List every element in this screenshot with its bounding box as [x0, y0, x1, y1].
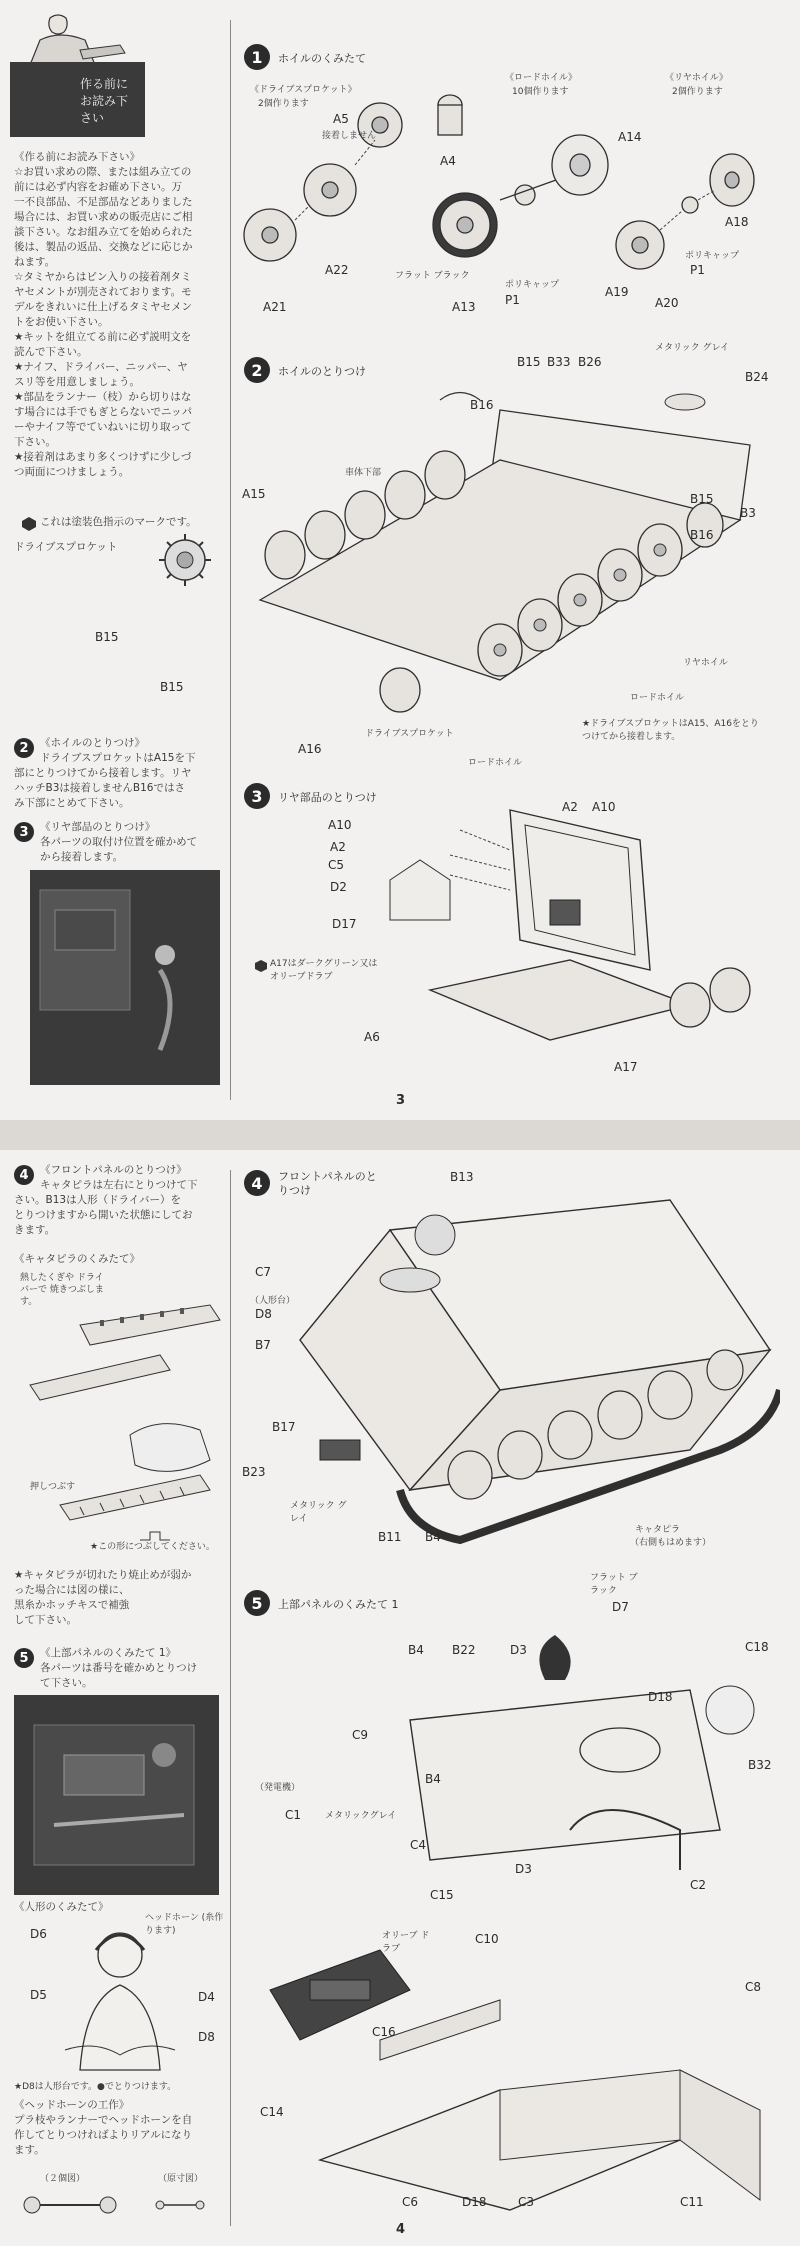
label-a5-note: 接着しません — [322, 131, 377, 141]
intro-text-6: ねます。 — [14, 256, 56, 268]
intro-text-2: 一不良部品、不足部品などありました — [14, 196, 193, 208]
intro-text-16: す場合には手でもぎとらないでニッパ — [14, 406, 193, 418]
column-divider-2 — [230, 1170, 231, 2226]
label-a10-top: A10 — [592, 800, 616, 814]
intro-text-19: ★接着剤はあまり多くつけずに少しづ — [14, 451, 192, 463]
step3-color-note: A17はダークグリーン又はオリーブドラブ — [270, 959, 378, 982]
intro-text-13: ★ナイフ、ドライバー、ニッパー、ヤ — [14, 361, 188, 373]
step5-diagram-badge: 5 — [244, 1590, 270, 1616]
track-assembly-diagram — [20, 1275, 225, 1575]
label-c10: C10 — [475, 1932, 499, 1946]
intro-text-9: デルをきれいに仕上げるタミヤセメン — [14, 301, 192, 313]
label-p1-a: P1 — [505, 293, 520, 307]
label-b16-right: B16 — [690, 528, 714, 542]
step2-text-3: み下部にとめて下さい。 — [14, 797, 130, 809]
step5-text-1: て下さい。 — [40, 1677, 93, 1689]
label-b3: B3 — [740, 506, 756, 520]
label-olive-drab: オリーブ ドラブ — [382, 1931, 430, 1954]
label-b32: B32 — [748, 1758, 772, 1772]
label-c4: C4 — [410, 1838, 427, 1852]
label-c11: C11 — [680, 2195, 704, 2209]
step5-number-badge-left: 5 — [14, 1648, 34, 1668]
label-a5: A5 — [333, 112, 349, 126]
step2-diagram-badge: 2 — [244, 357, 270, 383]
track-shape-note: ★この形につぶしてください。 — [90, 1542, 215, 1552]
figure-note: ★D8は人形台です。●でとりつけます。 — [14, 2082, 177, 2092]
seated-soldier-illustration — [10, 10, 145, 70]
label-d6: D6 — [30, 1927, 47, 1941]
step2-heading: 《ホイルのとりつけ》 — [40, 737, 145, 749]
paint-mark-icon-step3 — [255, 960, 267, 972]
track-heat-note: 熱したくぎや ドライバーで 焼きつぶします。 — [20, 1273, 104, 1307]
label-b11: B11 — [378, 1530, 402, 1544]
label-b23: B23 — [242, 1465, 266, 1479]
label-c18: C18 — [745, 1640, 769, 1654]
label-a6: A6 — [364, 1030, 380, 1044]
paint-mark-icon — [22, 517, 36, 531]
step4-text-3: きます。 — [14, 1224, 56, 1236]
label-a22: A22 — [325, 263, 349, 277]
label-p1-b: P1 — [690, 263, 705, 277]
notice-title: 作る前に お読み下さい — [80, 77, 129, 125]
label-b22: B22 — [452, 1643, 476, 1657]
label-c2: C2 — [690, 1878, 707, 1892]
label-roadwheel-note: 《ロードホイル》 — [505, 73, 578, 83]
label-d18b: D18 — [462, 2195, 487, 2209]
label-c5: C5 — [328, 858, 345, 872]
label-b15-right: B15 — [690, 492, 714, 506]
label-d18: D18 — [648, 1690, 673, 1704]
step2-title: ホイルのとりつけ — [278, 365, 366, 378]
headphone-sketch — [20, 2185, 220, 2225]
label-road-wheel: ロードホイル — [630, 693, 685, 703]
track-fix-text-0: ★キャタピラが切れたり焼止めが弱か — [14, 1569, 192, 1581]
label-b16: B16 — [470, 398, 494, 412]
step5-upper-panel-diagram — [250, 1600, 770, 2230]
step4-title: フロントパネルのとりつけ — [278, 1170, 377, 1197]
step3-diagram-badge: 3 — [244, 783, 270, 809]
instruction-page-3 — [0, 0, 800, 1120]
label-c9: C9 — [352, 1728, 369, 1742]
label-metallic-grey: メタリック グレイ — [655, 343, 730, 353]
step5-text-0: 各パーツは番号を確かめとりつけ — [40, 1662, 198, 1674]
label-a16: A16 — [298, 742, 322, 756]
intro-text-3: 場合には、お買い求めの販売店にご相 — [14, 211, 193, 223]
intro-text-18: 下さい。 — [14, 436, 56, 448]
label-c3: C3 — [518, 2195, 535, 2209]
label-b4-step5: B4 — [408, 1643, 424, 1657]
label-flat-black: フラット ブラック — [395, 271, 470, 281]
label-a20: A20 — [655, 296, 679, 310]
label-a18: A18 — [725, 215, 749, 229]
label-rearwheel-qty: 2個作ります — [672, 87, 723, 97]
label-d3b: D3 — [515, 1862, 532, 1876]
label-drive-sprocket: ドライブスプロケット — [365, 729, 454, 739]
step3-text-1: から接着します。 — [40, 851, 124, 863]
figure-assembly-diagram — [60, 1920, 180, 2080]
label-headphone: ヘッドホーン (糸作ります) — [145, 1913, 224, 1936]
track-press-note: 押しつぶす — [30, 1482, 76, 1492]
label-a13: A13 — [452, 300, 476, 314]
page-number-3: 3 — [396, 1093, 406, 1108]
label-a2: A2 — [330, 840, 346, 854]
label-metallic-grey-step4: メタリック グレイ — [290, 1501, 347, 1524]
label-generator: （発電機） — [255, 1783, 301, 1793]
read-first-section — [14, 150, 224, 480]
label-b4-step4: B4 — [425, 1530, 441, 1544]
intro-text-15: ★部品をランナー（枝）から切りはな — [14, 391, 192, 403]
track-fix-text-3: して下さい。 — [14, 1614, 77, 1626]
label-d8: D8 — [198, 2030, 215, 2044]
step3-instructions — [40, 820, 225, 850]
headphone-section — [14, 2098, 224, 2158]
read-first-notice — [10, 62, 145, 137]
label-b13: B13 — [450, 1170, 474, 1184]
label-a10: A10 — [328, 818, 352, 832]
label-b24: B24 — [745, 370, 769, 384]
label-c6: C6 — [402, 2195, 419, 2209]
step4-text-2: とりつけますから開いた状態にしてお — [14, 1209, 193, 1221]
step2-text-0: ドライブスプロケットはA15を下 — [40, 752, 196, 764]
label-b15-left-b: B15 — [160, 680, 184, 694]
intro-text-20: つ両面につけましょう。 — [14, 466, 130, 478]
label-b7: B7 — [255, 1338, 271, 1352]
label-a14: A14 — [618, 130, 642, 144]
label-b15-left-a: B15 — [95, 630, 119, 644]
label-b17: B17 — [272, 1420, 296, 1434]
label-track: キャタピラ — [635, 1525, 681, 1535]
label-c16: C16 — [372, 2025, 396, 2039]
label-d8-step4: D8 — [255, 1307, 272, 1321]
label-rear-wheel: リヤホイル — [683, 658, 728, 668]
track-heading: 《キャタピラのくみたて》 — [14, 1253, 140, 1265]
step4-text-0: キャタピラは左右にとりつけて下 — [40, 1179, 198, 1191]
label-sprocket-note: 《ドライブスプロケット》 — [250, 85, 357, 95]
track-fix-text-2: 黒糸かホッチキスで補強 — [14, 1599, 130, 1611]
intro-text-14: スリ等を用意しましょう。 — [14, 376, 140, 388]
label-d3: D3 — [510, 1643, 527, 1657]
step2-text-1: 部にとりつけてから接着します。リヤ — [14, 767, 192, 779]
label-c8: C8 — [745, 1980, 762, 1994]
intro-text-11: ★キットを組立てる前に必ず説明文を — [14, 331, 192, 343]
label-d2: D2 — [330, 880, 347, 894]
label-b4b: B4 — [425, 1772, 441, 1786]
label-d7: D7 — [612, 1600, 629, 1614]
track-fix-text-1: った場合には図の様に、 — [14, 1584, 130, 1596]
label-c7: C7 — [255, 1265, 272, 1279]
step2-note: ★ドライブスプロケットはA15、A16をとりつけてから接着します。 — [582, 719, 759, 742]
paint-mark-note: これは塗装色指示のマークです。 — [40, 516, 197, 528]
label-d5: D5 — [30, 1988, 47, 2002]
step4-text-1: さい。B13は人形（ドライバー）を — [14, 1194, 182, 1206]
intro-text-1: 前には必ず内容をお確め下さい。万 — [14, 181, 182, 193]
step3-title: リヤ部品のとりつけ — [278, 791, 377, 804]
intro-text-10: トをお使い下さい。 — [14, 316, 109, 328]
step2-number-badge: 2 — [14, 738, 34, 758]
step4-diagram-badge: 4 — [244, 1170, 270, 1196]
headphone-text-2: ます。 — [14, 2144, 45, 2156]
step4-heading: 《フロントパネルのとりつけ》 — [40, 1164, 187, 1176]
page-gap — [0, 1120, 800, 1150]
label-d4: D4 — [198, 1990, 215, 2004]
headphone-side-label: （２個図） — [40, 2174, 86, 2184]
label-hull-lower: 車体下部 — [345, 468, 382, 478]
step3-rear-parts-diagram — [370, 790, 770, 1070]
label-b15-top: B15 — [517, 355, 541, 369]
label-flat-black-step5: フラット ブラック — [590, 1573, 638, 1596]
step5-instructions — [40, 1646, 225, 1691]
label-track-note: （右側もはめます） — [630, 1538, 712, 1548]
intro-text-4: 談下さい。なお組み立てを始められた — [14, 226, 193, 238]
headphone-top-label: （原寸図） — [158, 2174, 204, 2184]
label-sprocket-qty: 2個作ります — [258, 99, 309, 109]
label-a4: A4 — [440, 154, 456, 168]
intro-text-8: ヤセメントが別売されております。モ — [14, 286, 192, 298]
step2-instructions-cont — [14, 766, 224, 811]
label-a17: A17 — [614, 1060, 638, 1074]
label-figure-stand: （人形台） — [250, 1296, 296, 1306]
label-b26: B26 — [578, 355, 602, 369]
label-polycap: ポリキャップ — [505, 280, 560, 290]
label-a19: A19 — [605, 285, 629, 299]
step2-instructions — [40, 736, 225, 766]
label-d17: D17 — [332, 917, 357, 931]
step3-number-badge: 3 — [14, 822, 34, 842]
label-polycap-2: ポリキャップ — [685, 251, 740, 261]
intro-text-0: ☆お買い求めの際、または組み立ての — [14, 166, 192, 178]
instruction-page-4 — [0, 1150, 800, 2246]
drive-sprocket-caption: ドライブスプロケット — [14, 541, 118, 553]
rear-hatch-photo — [30, 870, 220, 1085]
label-a15: A15 — [242, 487, 266, 501]
column-divider — [230, 20, 231, 1100]
label-metallic-grey-step5: メタリックグレイ — [325, 1811, 397, 1821]
intro-text-17: ーやナイフ等でていねいに切り取って — [14, 421, 192, 433]
intro-text-12: 読んで下さい。 — [14, 346, 88, 358]
headphone-text-0: プラ枝やランナーでヘッドホーンを自 — [14, 2114, 193, 2126]
step5-title: 上部パネルのくみたて 1 — [278, 1598, 399, 1611]
step4-instructions — [40, 1163, 225, 1193]
page-number-4: 4 — [396, 2222, 406, 2237]
intro-text-7: ☆タミヤからはピン入りの接着剤タミ — [14, 271, 192, 283]
track-fix-note — [14, 1568, 224, 1628]
label-a21: A21 — [263, 300, 287, 314]
label-rearwheel-note: 《リヤホイル》 — [665, 73, 728, 83]
label-b33: B33 — [547, 355, 571, 369]
label-roadwheel-qty: 10個作ります — [512, 87, 569, 97]
drive-sprocket-sketch — [150, 530, 220, 590]
step4-number-badge-left: 4 — [14, 1165, 34, 1185]
step2-hull-wheel-diagram — [240, 380, 770, 720]
step3-text-0: 各パーツの取付け位置を確かめて — [40, 836, 198, 848]
read-first-heading: 《作る前にお読み下さい》 — [14, 151, 140, 163]
headphone-text-1: 作してとりつければよりリアルになり — [14, 2129, 193, 2141]
step3-heading: 《リヤ部品のとりつけ》 — [40, 821, 156, 833]
upper-panel-photo — [14, 1695, 219, 1895]
step1-title: ホイルのくみたて — [278, 52, 366, 65]
label-a2-top: A2 — [562, 800, 578, 814]
step4-instructions-cont — [14, 1193, 224, 1238]
step2-text-2: ハッチB3は接着しませんB16ではさ — [14, 782, 185, 794]
figure-heading: 《人形のくみたて》 — [14, 1901, 109, 1913]
step1-number-badge: 1 — [244, 44, 270, 70]
label-road-wheel-2: ロードホイル — [468, 758, 523, 768]
intro-text-5: 後は、製品の返品、交換などに応じか — [14, 241, 193, 253]
label-c1: C1 — [285, 1808, 302, 1822]
step5-heading: 《上部パネルのくみたて 1》 — [40, 1647, 177, 1659]
headphone-heading: 《ヘッドホーンの工作》 — [14, 2099, 130, 2111]
label-c14: C14 — [260, 2105, 284, 2119]
label-c15: C15 — [430, 1888, 454, 1902]
